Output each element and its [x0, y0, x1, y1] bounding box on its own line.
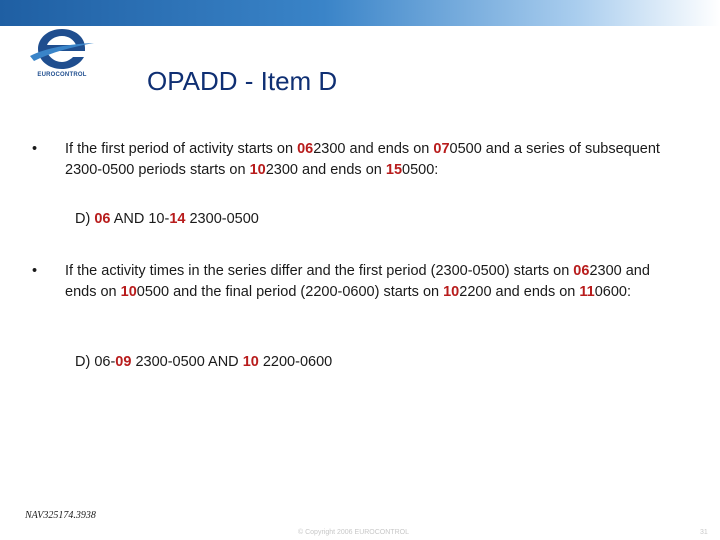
example-item-d-2: D) 06-09 2300-0500 AND 10 2200-0600	[75, 354, 333, 370]
bullet-text: If the first period of activity starts on 062300 and ends on 070500 and a series of subsequent 2300-0500 periods starts on 102300 and ends on 150500:	[65, 141, 660, 178]
bullet-icon: •	[32, 141, 38, 157]
bullet-icon: •	[32, 263, 38, 279]
logo-wordmark: EUROCONTROL	[37, 72, 87, 78]
example-item-d-1: D) 06 AND 10-14 2300-0500	[75, 211, 259, 227]
page-number: 31	[700, 529, 708, 536]
eurocontrol-emblem-icon	[28, 26, 96, 72]
bullet-text: If the activity times in the series differ and the first period (2300-0500) starts on 062300 and ends on 100500 and the final period (2200-0600) starts on 102200 and ends on 110600:	[65, 263, 650, 300]
slide-title: OPADD - Item D	[147, 66, 338, 96]
header-gradient-bar	[0, 0, 720, 26]
reference-code: NAV325174.3938	[25, 510, 96, 521]
eurocontrol-logo	[28, 26, 96, 86]
copyright-notice: © Copyright 2006 EUROCONTROL	[298, 529, 409, 536]
